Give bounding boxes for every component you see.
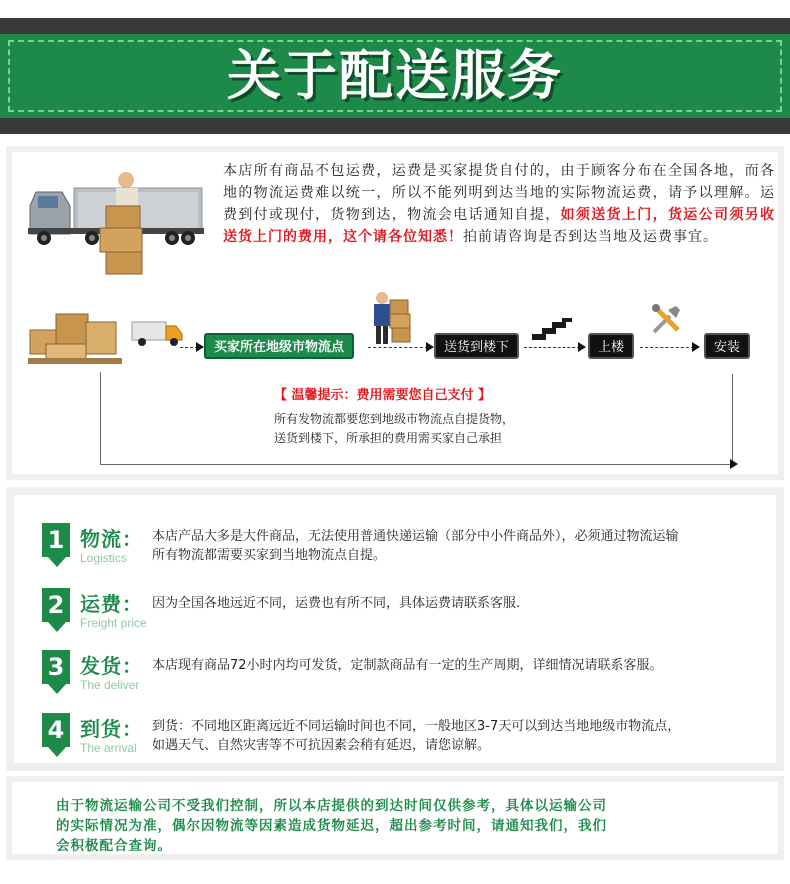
item-subtitle: Logistics: [80, 551, 127, 565]
tools-icon: [650, 302, 684, 336]
flow-step-pickup-point: 买家所在地级市物流点: [204, 333, 354, 359]
delivery-overview-section: [6, 146, 784, 480]
flow-step-upstairs: 上楼: [588, 333, 634, 359]
disclaimer-text: [56, 796, 746, 856]
flow-arrow-2: [368, 347, 428, 349]
delivery-overview-panel: [12, 152, 778, 474]
intro-text-box: [223, 160, 775, 264]
list-item-deliver: [42, 648, 762, 706]
tip-title: 【 温馨提示：费用需要您自己支付 】: [274, 388, 492, 403]
bracket-line-left: [100, 372, 102, 465]
header-banner: [0, 18, 790, 134]
item-subtitle: The arrival: [80, 741, 137, 755]
list-item-freight: [42, 586, 762, 644]
item-subtitle: The deliver: [80, 678, 140, 692]
item-subtitle: Freight price: [80, 616, 147, 630]
disclaimer-line-1: 由于物流运输公司不受我们控制，所以本店提供的到达时间仅供参考，具体以运输公司: [56, 798, 607, 814]
disclaimer-section: [6, 776, 784, 860]
intro-text-normal: 本店所有商品不包运费，运费是买家提货自付的，由于顾客分布在全国各地，而各地的物流运费难以统一，所以不能列明到达当地的实际物流运费，请予以理解。运费到付或现付，货物到达，物流会电话通知自提，: [223, 163, 775, 223]
item-number-badge: 4: [42, 713, 70, 747]
item-desc-line-2: 所有物流都需要买家到当地物流点自提。: [152, 548, 387, 563]
disclaimer-line-2: 的实际情况为准，偶尔因物流等因素造成货物延迟，超出参考时间，请通知我们，我们: [56, 818, 607, 834]
stairs-icon: [532, 318, 572, 340]
intro-text: [223, 160, 775, 248]
flow-arrow-3: [524, 347, 580, 349]
delivery-details-section: [6, 487, 784, 771]
delivery-details-panel: [14, 495, 776, 763]
flow-step-deliver-downstairs: 送货到楼下: [434, 333, 519, 359]
intro-text-warning: 如须送货上门，货运公司须另收送货上门的费用，这个请各位知悉！: [223, 207, 776, 245]
item-desc-line-1: 本店现有商品72小时内均可发货，定制款商品有一定的生产周期，详细情况请联系客服。: [152, 658, 663, 673]
truck-icon: [22, 166, 212, 276]
bracket-line-bottom: [100, 464, 732, 465]
van-icon: [130, 318, 184, 348]
flow-step-install: 安装: [704, 333, 750, 359]
delivery-flow: [12, 290, 778, 380]
item-description: [152, 717, 752, 755]
item-number-badge: 1: [42, 523, 70, 557]
badge-tail: [48, 622, 66, 632]
list-item-logistics: [42, 521, 762, 579]
page-title: 关于配送服务: [227, 44, 563, 107]
item-number-badge: 2: [42, 588, 70, 622]
item-description: [152, 656, 752, 675]
item-desc-line-2: 如遇天气、自然灾害等不可抗因素会稍有延迟，请您谅解。: [152, 738, 491, 753]
bracket-arrow-head: [730, 459, 738, 469]
item-desc-line-1: 到货：不同地区距离远近不同运输时间也不同，一般地区3-7天可以到达当地地级市物流点，: [152, 719, 681, 734]
item-title: 物流：: [80, 527, 143, 551]
flow-arrow-head-3: [578, 342, 586, 352]
flow-arrow-head-4: [692, 342, 700, 352]
badge-tail: [48, 557, 66, 567]
tip-body: [274, 410, 514, 448]
disclaimer-panel: [12, 782, 778, 854]
tip-line-2: 送货到楼下，所承担的费用需买家自己承担: [274, 431, 503, 445]
list-item-arrival: [42, 711, 762, 769]
item-description: [152, 594, 752, 613]
disclaimer-line-3: 会积极配合查询。: [56, 838, 172, 854]
boxes-icon: [26, 308, 126, 366]
item-title: 到货：: [80, 717, 143, 741]
intro-text-tail: 拍前请咨询是否到达当地及运费事宜。: [463, 229, 718, 245]
item-title: 发货：: [80, 654, 143, 678]
item-title: 运费：: [80, 592, 143, 616]
flow-arrow-head-1: [196, 342, 204, 352]
badge-tail: [48, 747, 66, 757]
badge-tail: [48, 684, 66, 694]
tip-line-1: 所有发物流都要您到地级市物流点自提货物，: [274, 412, 515, 426]
item-description: [152, 527, 752, 565]
item-number-badge: 3: [42, 650, 70, 684]
flow-arrow-4: [640, 347, 694, 349]
bracket-line-right: [732, 374, 734, 467]
flow-arrow-head-2: [426, 342, 434, 352]
item-desc-line-1: 本店产品大多是大件商品，无法使用普通快递运输（部分中小件商品外），必须通过物流运输: [152, 529, 679, 544]
header-banner-green: [0, 34, 790, 118]
courier-icon: [368, 290, 412, 346]
item-desc-line-1: 因为全国各地远近不同，运费也有所不同，具体运费请联系客服.: [152, 596, 521, 611]
